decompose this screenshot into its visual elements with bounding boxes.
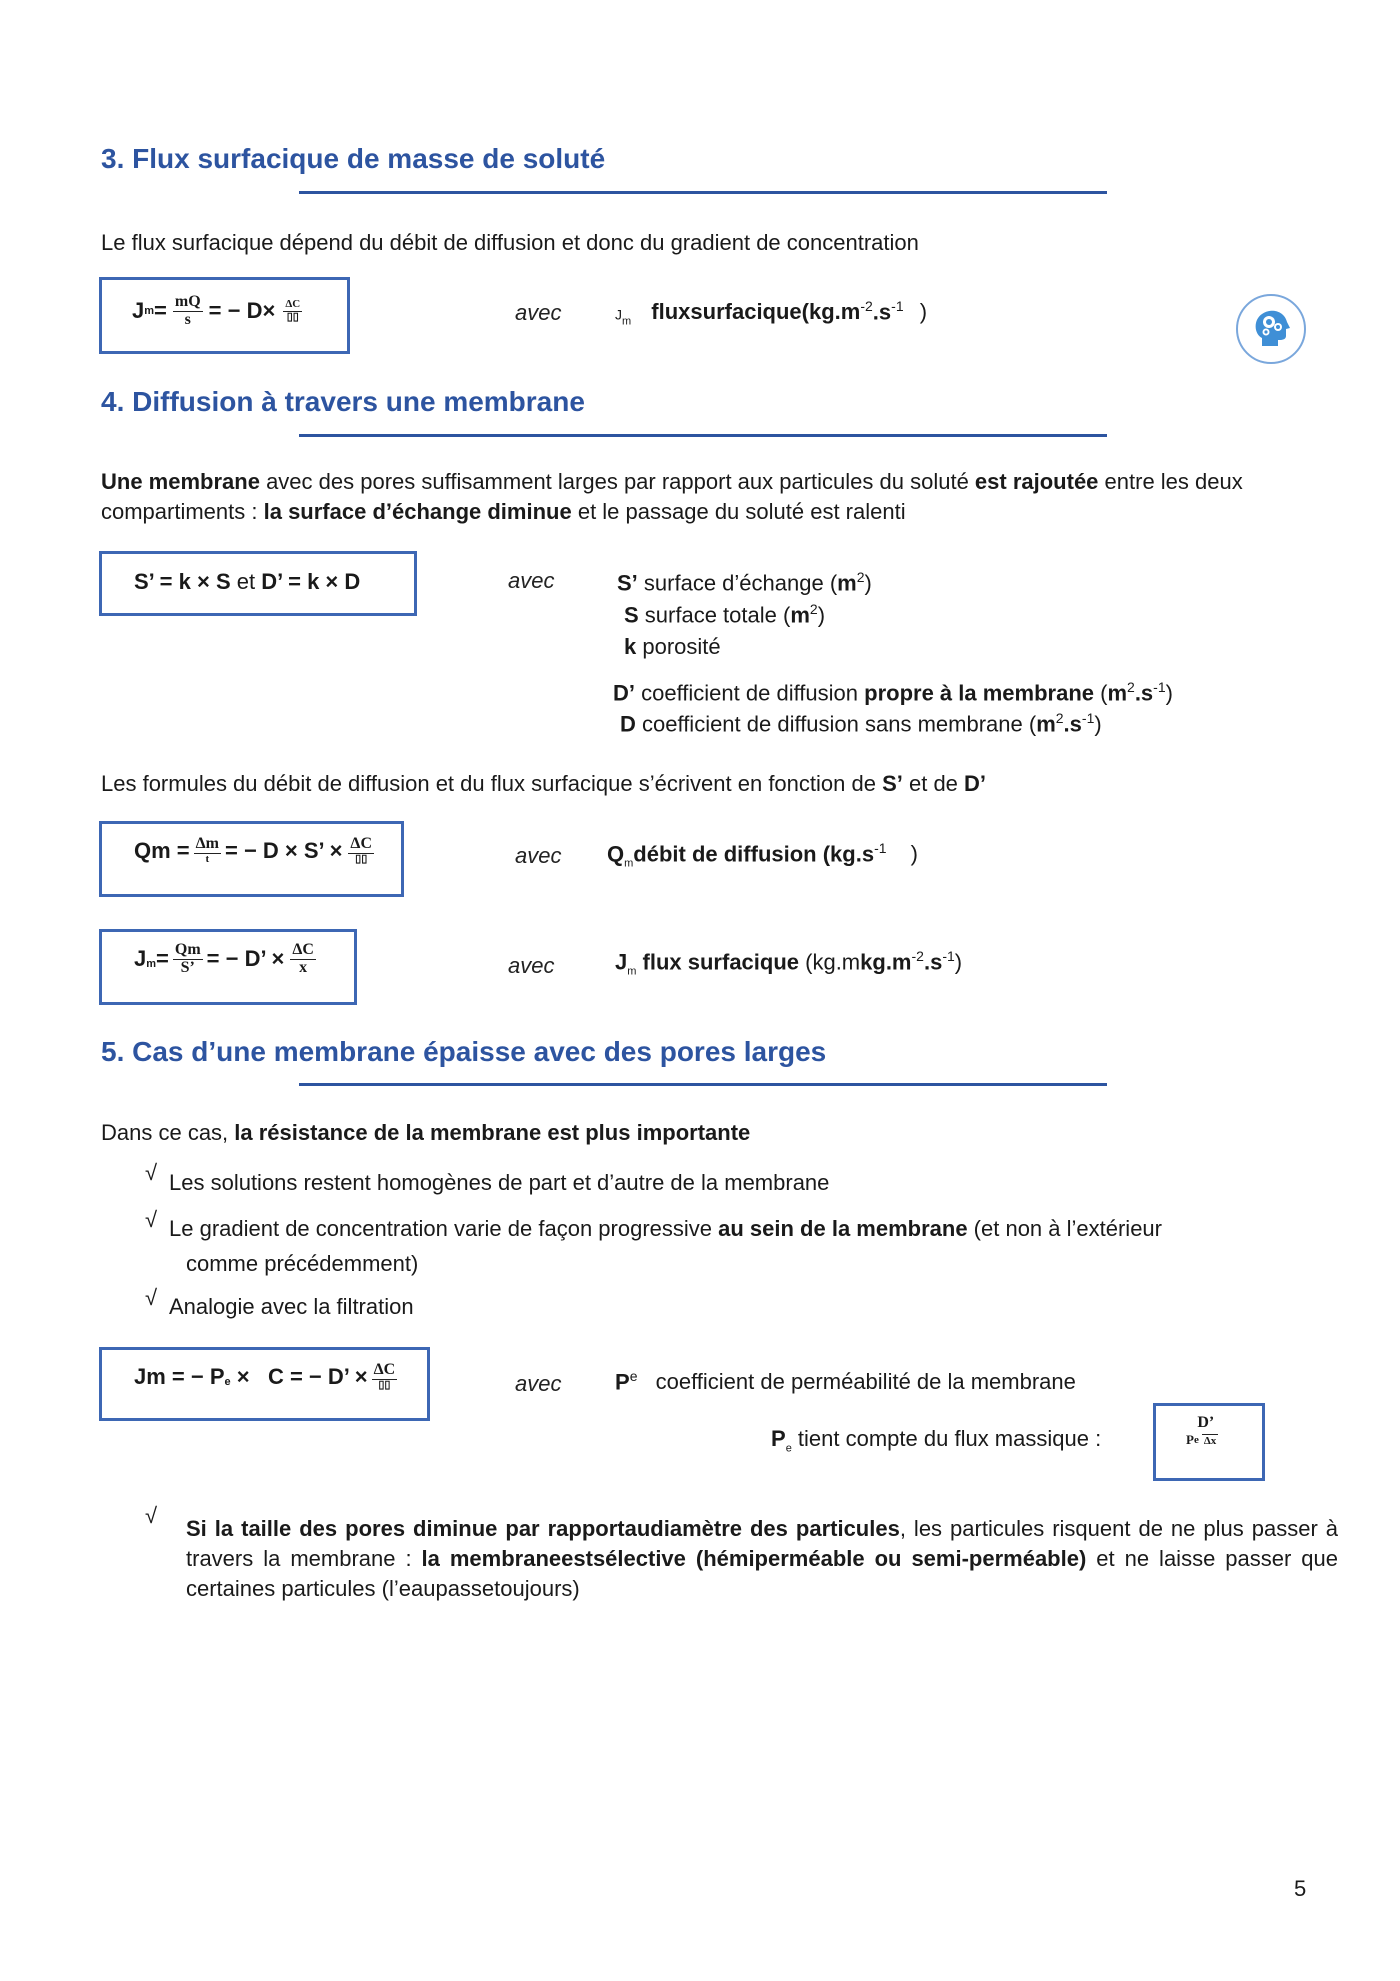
qm-grad-num: ΔC [350, 835, 373, 852]
def-subscript: m [622, 315, 632, 328]
intro-bold: la résistance de la membrane est plus importante [234, 1120, 751, 1145]
perm-sub: e [224, 1375, 231, 1388]
qm-mid: = − D × S’ × [225, 837, 343, 863]
p1-bold-1: Une membrane [101, 469, 260, 494]
def-bold: propre à la membrane [864, 680, 1094, 706]
def3-exp1: -2 [911, 948, 924, 964]
flux-formula-box [99, 277, 350, 354]
qm-den: t [205, 852, 210, 865]
page-number: 5 [1294, 1876, 1307, 1901]
head-gears-icon [1244, 302, 1298, 356]
def-txt: porosité [636, 634, 721, 659]
def3-close: ) [954, 949, 963, 975]
qm-fraction [194, 836, 221, 865]
def-close: ) [1165, 680, 1173, 706]
section-4-rule [299, 434, 1107, 437]
flux-gradient [283, 299, 302, 323]
def-txt: surface d’échange ( [637, 570, 838, 596]
debit-formula-box [99, 821, 404, 897]
def-unit: m [1107, 680, 1128, 706]
section-4-paragraph [101, 467, 1281, 527]
flux-formula [132, 294, 302, 329]
section-5-rule [299, 1083, 1107, 1086]
porosity-formula [134, 569, 360, 595]
flux-membrane-box [99, 929, 357, 1005]
formula-d-prime: D’ = k × D [261, 569, 361, 594]
def2-sub: m [624, 857, 634, 870]
def-unit2: .s [1134, 680, 1154, 706]
flux-subscript: m [144, 305, 155, 318]
pe-formula [1186, 1414, 1218, 1448]
def-exp2: -1 [891, 298, 904, 314]
def-sym: D’ [613, 680, 635, 706]
jm-grad-den: x [299, 958, 308, 976]
debit-definition [607, 840, 918, 870]
avec-label-3: avec [515, 843, 562, 868]
def-unit: m [837, 570, 857, 596]
qm-grad-den: ▯▯ [355, 852, 368, 865]
def2-text: débit de diffusion (kg.s [633, 841, 875, 867]
formula-s-prime: S’ = k × S [134, 569, 231, 594]
def-exp: 2 [809, 601, 818, 617]
avec-label-5: avec [515, 1371, 562, 1396]
qm-num: Δm [195, 835, 219, 852]
def3-sym: J [615, 949, 628, 975]
final-text-1: , les particules risquent de ne plus passer à travers la membrane : [186, 1516, 1339, 1571]
flux-den: s [184, 310, 191, 328]
jm-mid: = − D’ × [206, 946, 285, 972]
avec-label-2: avec [508, 568, 555, 593]
def-unit: m [790, 602, 810, 628]
permeability-definition [615, 1368, 1076, 1395]
jm-grad-num: ΔC [292, 941, 314, 958]
check-icon: √ [145, 1207, 158, 1232]
perm-grad-num: ΔC [373, 1361, 396, 1378]
perm-left: Jm = − P [134, 1363, 225, 1389]
check-icon: √ [145, 1503, 158, 1528]
logo-badge [1236, 294, 1306, 364]
jm-den: S’ [180, 958, 195, 976]
pe-num: D’ [1197, 1414, 1215, 1431]
def2-exp: -1 [874, 840, 887, 856]
final-bold-1: Si la taille des pores diminue par rapportaudiamètre des particules [186, 1516, 900, 1541]
perm-grad-den: ▯▯ [378, 1378, 391, 1391]
pe-definition [771, 1426, 1101, 1454]
porosity-formula-box [99, 551, 417, 616]
section-3-title: 3. Flux surfacique de masse de soluté [101, 143, 606, 174]
def-symbol: J [615, 306, 622, 323]
qm-gradient [348, 836, 374, 865]
p2-bold-2: D’ [964, 771, 987, 796]
bullet-2-text-2: (et non à l’extérieur [967, 1216, 1162, 1241]
check-icon: √ [145, 1285, 158, 1310]
def3-sub: m [627, 965, 637, 978]
def-close: ) [817, 602, 826, 628]
pe-den: Δx [1203, 1434, 1217, 1447]
jm-fraction [173, 942, 203, 977]
pe-sym: P [771, 1426, 786, 1451]
p1-text-2: entre les deux compartiments : [101, 469, 1243, 524]
def-k [624, 632, 721, 662]
def-text: fluxsurfacique(kg.m [651, 299, 861, 325]
pe-left-sub: e [1193, 1434, 1199, 1446]
def-sym: k [624, 634, 637, 659]
formula-et: et [230, 569, 262, 594]
section-5-intro [101, 1118, 750, 1148]
section-5-title: 5. Cas d’une membrane épaisse avec des pores larges [101, 1036, 827, 1067]
final-text-2: et ne laisse passer que certaines particules (l’eaupassetoujours) [186, 1546, 1338, 1601]
def-close: ) [864, 570, 872, 596]
def-sym: S [624, 602, 639, 628]
pe-left: P [1186, 1432, 1194, 1447]
def-mid: .s [872, 299, 892, 325]
def-unit2: .s [1063, 711, 1082, 737]
section-4-paragraph-2 [101, 769, 986, 799]
flux-eq: = [154, 298, 167, 324]
flux-grad-num: ΔC [285, 298, 301, 311]
p2-bold-1: S’ [882, 771, 903, 796]
def-exp: 2 [1127, 679, 1135, 695]
qm-label: Qm = [134, 837, 190, 863]
def2-close: ) [910, 841, 918, 867]
def-unit: m [1036, 711, 1056, 737]
check-icon: √ [145, 1160, 158, 1185]
p1-text-3: et le passage du soluté est ralenti [571, 499, 906, 524]
permeability-formula [134, 1362, 397, 1391]
perm-gradient [372, 1362, 398, 1391]
def-s-prime [617, 562, 872, 598]
bullet-1: Les solutions restent homogènes de part et d’autre de la membrane [169, 1170, 830, 1195]
jm-sub: m [146, 958, 157, 971]
final-paragraph [186, 1514, 1338, 1604]
jm-eq: = [156, 946, 169, 972]
section-4-title: 4. Diffusion à travers une membrane [101, 386, 585, 417]
flux-num: mQ [174, 293, 201, 310]
def3-mid: .s [923, 949, 943, 975]
p1-text-1: avec des pores suffisamment larges par rapport aux particules du soluté [259, 469, 975, 494]
permeability-formula-box [99, 1347, 430, 1421]
flux-symbol: J [132, 298, 145, 324]
section-3-rule [299, 191, 1107, 194]
def-txt: coefficient de diffusion sans membrane ( [635, 711, 1037, 737]
p2-text-1: Les formules du débit de diffusion et du flux surfacique s’écrivent en fonction de [101, 771, 883, 796]
def-exp: 2 [856, 569, 865, 585]
def-sym: D [620, 711, 636, 737]
pe-formula-box [1153, 1403, 1265, 1481]
bullet-2-bold: au sein de la membrane [718, 1216, 968, 1241]
pe-text: tient compte du flux massique : [791, 1426, 1102, 1451]
pe-sub: e [785, 1442, 792, 1455]
bullet-2 [169, 1214, 1162, 1244]
def-exp1: -2 [860, 298, 873, 314]
def-sym: S’ [617, 570, 638, 596]
final-bold-2: la membraneestsélective (hémiperméable ou semi-perméable) [421, 1546, 1087, 1571]
def2-sym: Q [607, 841, 625, 867]
perm-def-sym: P [615, 1369, 630, 1395]
section-3-intro: Le flux surfacique dépend du débit de diffusion et donc du gradient de concentration [101, 230, 919, 255]
p1-bold-3: la surface d’échange diminue [263, 499, 572, 524]
debit-formula [134, 836, 374, 865]
def3-exp2: -1 [942, 948, 955, 964]
jm-num: Qm [174, 941, 201, 958]
bullet-2-line-2: comme précédemment) [186, 1251, 419, 1276]
p1-bold-2: est rajoutée [974, 469, 1099, 494]
jm-sym: J [134, 946, 147, 972]
p2-text-2: et de [902, 771, 965, 796]
def-d [620, 703, 1102, 739]
def-exp2: -1 [1153, 679, 1166, 695]
def-txt: coefficient de diffusion [635, 680, 865, 706]
def3-text: flux surfacique [636, 949, 800, 975]
flux-fraction [173, 294, 203, 329]
def-txt2: ( [1094, 680, 1108, 706]
def-s [624, 594, 825, 630]
avec-label: avec [515, 300, 562, 325]
def-txt: surface totale ( [638, 602, 791, 628]
perm-def-text: coefficient de perméabilité de la membrane [655, 1369, 1076, 1395]
flux-membrane-definition: $J_m$ flux surfacique $(kg.mkg.m^{-2}.s^{-1})$ [615, 948, 963, 978]
flux-mid: = − D× [208, 298, 276, 324]
def-exp2: -1 [1081, 710, 1095, 726]
flux-membrane-formula [134, 942, 316, 977]
def3-unit-open: (kg.m [799, 949, 861, 975]
def-exp: 2 [1055, 710, 1064, 726]
avec-label-4: avec [508, 953, 555, 978]
flux-definition [615, 298, 927, 328]
bullet-3: Analogie avec la filtration [169, 1294, 414, 1319]
flux-grad-den: ▯▯ [286, 310, 299, 323]
intro-text: Dans ce cas, [101, 1120, 235, 1145]
perm-mid: × C = − D’ × [230, 1363, 368, 1389]
jm-gradient [290, 942, 316, 977]
bullet-2-text: Le gradient de concentration varie de façon progressive [169, 1216, 719, 1241]
perm-def-exp: e [629, 1368, 638, 1384]
def-close: ) [919, 299, 928, 325]
def-close: ) [1094, 711, 1102, 737]
